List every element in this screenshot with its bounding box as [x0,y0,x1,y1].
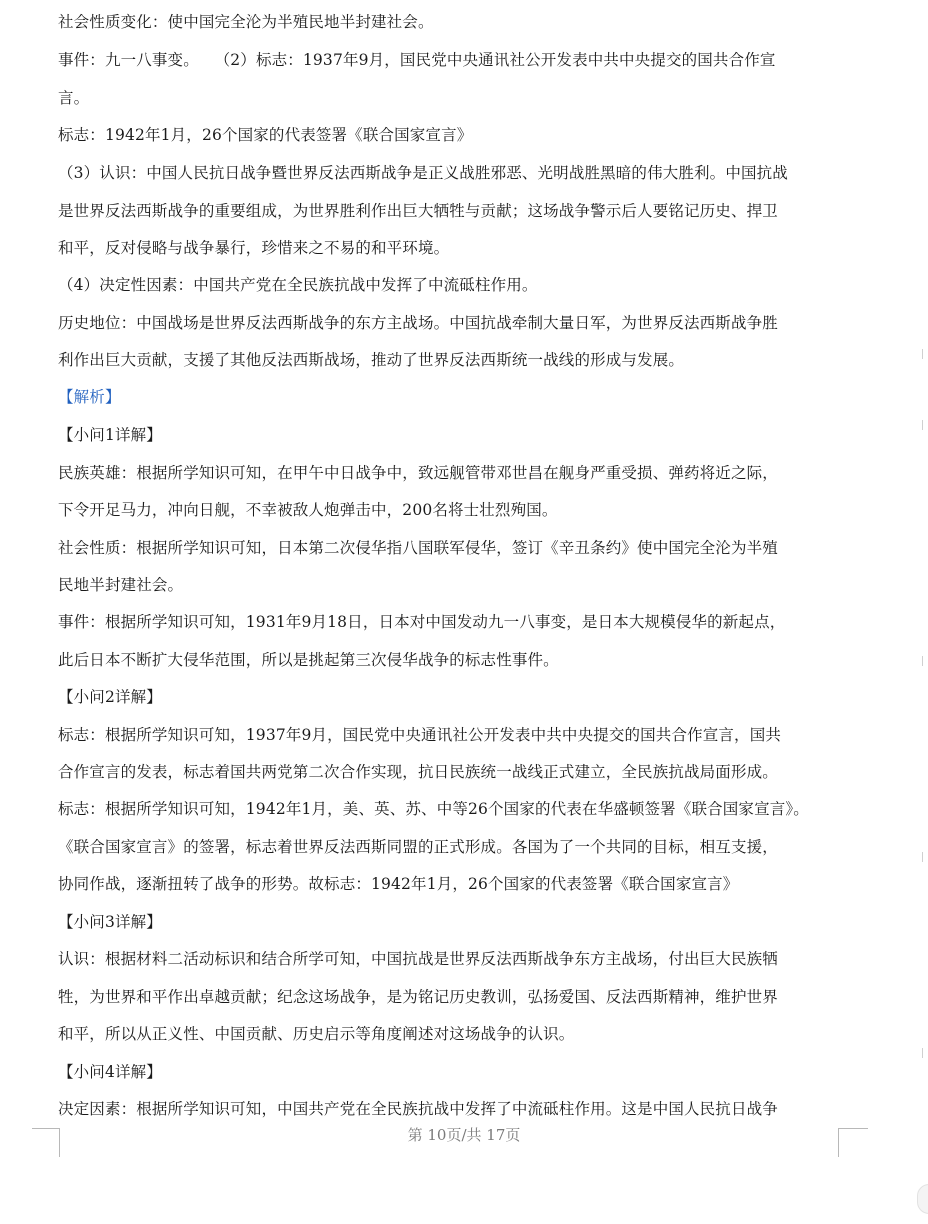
answer-line: 历史地位：中国战场是世界反法西斯战争的东方主战场。中国抗战牵制大量日军，为世界反法西斯战争胜 [58,314,778,332]
section-heading: 【小问1详解】 [58,426,162,444]
explanation-line: 合作宣言的发表，标志着国共两党第二次合作实现，抗日民族统一战线正式建立，全民族抗战局面形成。 [58,763,778,781]
floating-assistant-tab[interactable] [917,1184,928,1214]
section-heading: 【小问3详解】 [58,913,162,931]
explanation-line: 事件：根据所学知识可知，1931年9月18日，日本对中国发动九一八事变，是日本大规模侵华的新起点， [58,613,786,631]
explanation-line: 协同作战，逐渐扭转了战争的形势。故标志：1942年1月，26个国家的代表签署《联合国家宣言》 [58,875,739,893]
answer-line: 社会性质变化：使中国完全沦为半殖民地半封建社会。 [58,13,434,31]
answer-line: 利作出巨大贡献，支援了其他反法西斯战场，推动了世界反法西斯统一战线的形成与发展。 [58,351,685,369]
analysis-heading: 【解析】 [58,388,121,406]
answer-line: 事件：九一八事变。 （2）标志：1937年9月，国民党中央通讯社公开发表中共中央提交的国共合作宣 [58,51,776,69]
answer-line: 和平，反对侵略与战争暴行，珍惜来之不易的和平环境。 [58,239,450,257]
paragraph-mark [918,349,923,359]
explanation-line: 决定因素：根据所学知识可知，中国共产党在全民族抗战中发挥了中流砥柱作用。这是中国人民抗日战争 [58,1100,778,1118]
answer-line: 言。 [58,89,90,107]
explanation-line: 下令开足马力，冲向日舰，不幸被敌人炮弹击中，200名将士壮烈殉国。 [58,501,558,519]
paragraph-mark [918,420,923,430]
explanation-line: 标志：根据所学知识可知，1937年9月，国民党中央通讯社公开发表中共中央提交的国共合作宣言，国共 [58,726,782,744]
paragraph-mark [918,1048,923,1058]
explanation-line: 和平，所以从正义性、中国贡献、历史启示等角度阐述对这场战争的认识。 [58,1025,575,1043]
explanation-line: 社会性质：根据所学知识可知，日本第二次侵华指八国联军侵华，签订《辛丑条约》使中国完全沦为半殖 [58,539,778,557]
explanation-line: 《联合国家宣言》的签署，标志着世界反法西斯同盟的正式形成。各国为了一个共同的目标，相互支援， [58,838,778,856]
explanation-line: 标志：根据所学知识可知，1942年1月，美、英、苏、中等26个国家的代表在华盛顿签署《联合国家宣言》。 [58,800,809,818]
answer-line: 是世界反法西斯战争的重要组成，为世界胜利作出巨大牺牲与贡献；这场战争警示后人要铭记历史、捍卫 [58,202,778,220]
explanation-line: 民地半封建社会。 [58,576,184,594]
section-heading: 【小问2详解】 [58,688,162,706]
paragraph-mark [918,852,923,862]
explanation-line: 民族英雄：根据所学知识可知，在甲午中日战争中，致远舰管带邓世昌在舰身严重受损、弹药将近之际， [58,464,778,482]
explanation-line: 认识：根据材料二活动标识和结合所学可知，中国抗战是世界反法西斯战争东方主战场，付出巨大民族牺 [58,950,778,968]
paragraph-mark [918,656,923,666]
explanation-line: 此后日本不断扩大侵华范围，所以是挑起第三次侵华战争的标志性事件。 [58,651,559,669]
answer-line: （3）认识：中国人民抗日战争暨世界反法西斯战争是正义战胜邪恶、光明战胜黑暗的伟大胜利。中国抗战 [58,164,788,182]
answer-line: 标志：1942年1月，26个国家的代表签署《联合国家宣言》 [58,126,473,144]
page-number: 第 10页/共 17页 [407,1126,521,1144]
section-heading: 【小问4详解】 [58,1063,162,1081]
answer-line: （4）决定性因素：中国共产党在全民族抗战中发挥了中流砥柱作用。 [58,276,538,294]
explanation-line: 牲，为世界和平作出卓越贡献；纪念这场战争，是为铭记历史教训，弘扬爱国、反法西斯精神，维护世界 [58,988,778,1006]
